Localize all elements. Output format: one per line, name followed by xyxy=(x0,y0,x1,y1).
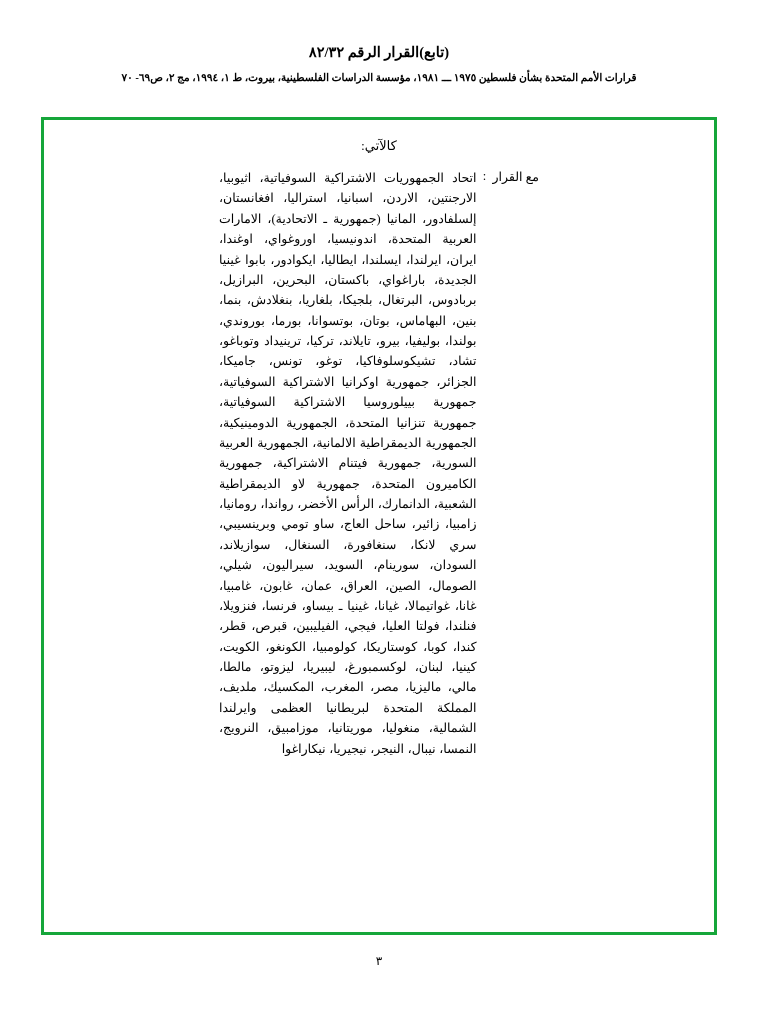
country-list-text: اتحاد الجمهوريات الاشتراكية السوفياتية، اثيوبيا، الارجنتين، الاردن، اسبانيا، استراليا، افغانستان، إلسلفادور، المانيا (جمهورية ـ الاتحادية)، الامارات العربية المتحدة، اندونيسيا، اوروغواي، اوغندا، ايران، ايرلندا، ايسلندا، ايطاليا، ايكوادور، بابوا غينيا الجديدة، باراغواي، باكستان، البحرين، البرازيل، بربادوس، البرتغال، بلجيكا، بلغاريا، بنغلادش، بنما، بنين، البهاماس، بوتان، بوتسوانا، بورما، بوروندي، بولندا، بوليفيا، بيرو، تايلاند، تركيا، ترينيداد وتوباغو، تشاد، تشيكوسلوفاكيا، توغو، تونس، جاميكا، الجزائر، جمهورية اوكرانيا الاشتراكية السوفياتية، جمهورية بييلوروسيا الاشتراكية السوفياتية، جمهورية تنزانيا المتحدة، الجمهورية الدومينيكية، الجمهورية الديمقراطية الالمانية، الجمهورية العربية السورية، جمهورية فيتنام الاشتراكية، جمهورية الكاميرون المتحدة، جمهورية لاو الديمقراطية الشعبية، الدانمارك، الرأس الأخضر، رواندا، رومانيا، زامبيا، زائير، ساحل العاج، ساو تومي وبرينسيبي، سري لانكا، سنغافورة، السنغال، سوازيلاند، السودان، سورينام، السويد، سيراليون، شيلي، الصومال، الصين، العراق، عمان، غابون، غامبيا، غانا، غواتيمالا، غيانا، غينيا ـ بيساو، فرنسا، فنزويلا، فنلندا، فولتا العليا، فيجي، الفيليبين، قبرص، قطر، كندا، كوبا، كوستاريكا، كولومبيا، الكونغو، الكويت، كينيا، لبنان، لوكسمبورغ، ليبيريا، ليزوتو، مالطا، مالي، ماليزيا، مصر، المغرب، المكسيك، ملديف، المملكة المتحدة لبريطانيا العظمى وايرلندا الشمالية، منغوليا، موريتانيا، موزامبيق، النرويج، النمسا، نيبال، النيجر، نيجيريا، نيكاراغوا xyxy=(219,171,477,756)
entry-label: مع القرار xyxy=(492,170,539,184)
resolution-entry xyxy=(219,168,539,759)
page-source-citation: قرارات الأمم المتحدة بشأن فلسطين ١٩٧٥ ـــ ١٩٨١، مؤسسة الدراسات الفلسطينية، بيروت، ط ١، ١٩٩٤، مج ٢، ص٦٩- ٧٠ xyxy=(121,72,637,84)
entry-colon: : xyxy=(482,169,487,183)
content-frame xyxy=(41,117,717,935)
page-number: ٣ xyxy=(375,954,383,968)
page-header xyxy=(0,0,758,85)
lead-line: كالآتي: xyxy=(361,138,397,153)
page-title: (تابع)القرار الرقم ٨٢/٣٢ xyxy=(308,45,450,61)
content-body xyxy=(44,138,714,759)
